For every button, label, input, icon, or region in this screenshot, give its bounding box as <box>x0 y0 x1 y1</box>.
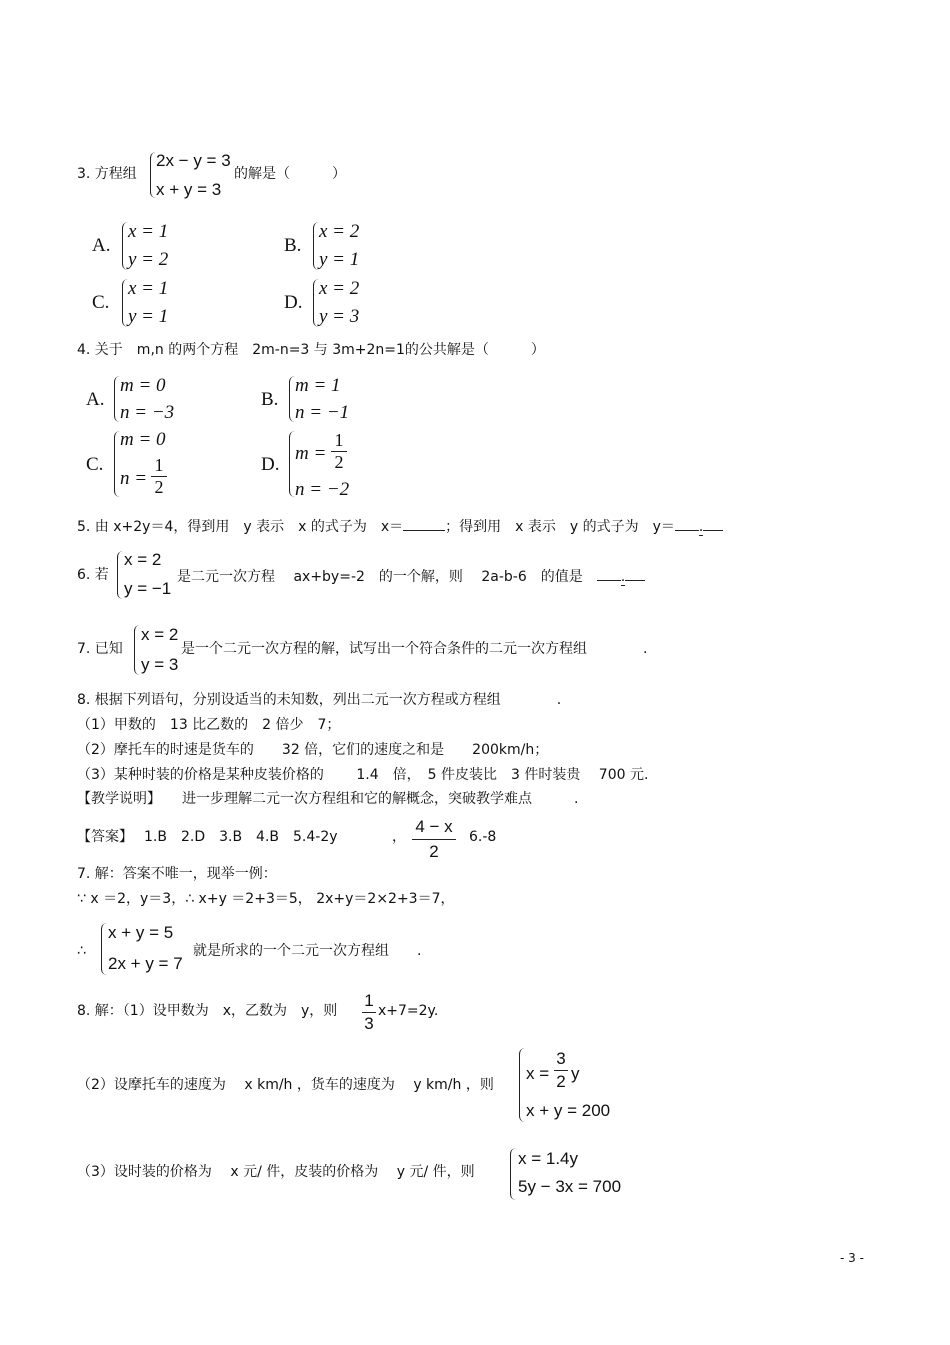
q3-opt-a-letter: A. <box>92 235 111 256</box>
q7-tail: 是一个二元一次方程的解，试写出一个符合条件的二元一次方程组 . <box>181 641 648 657</box>
q3-opt-a-l1: x = 1 <box>128 221 169 242</box>
sol8-p1-label: 8. 解：（1）设甲数为 x，乙数为 y，则 <box>77 1003 338 1019</box>
q3-opt-b-l1: x = 2 <box>319 221 360 242</box>
sol7-brace <box>101 923 108 975</box>
q8-part3: （3）某种时装的价格是某种皮装价格的 1.4 倍， 5 件皮装比 3 件时装贵 700 元. <box>77 767 649 783</box>
q5-text2: ；得到用 x 表示 y 的式子为 y＝ <box>445 519 675 535</box>
answer-items: 1.B 2.D 3.B 4.B 5.4-2y <box>144 829 338 845</box>
q7-l2: y = 3 <box>141 655 179 674</box>
q4-opt-d-num: 1 <box>331 430 347 452</box>
answer-label: 【答案】 <box>77 829 133 845</box>
q3-opt-c-letter: C. <box>92 292 110 313</box>
answer-frac-num: 4 − x <box>412 815 456 840</box>
q8-part2: （2）摩托车的时速是货车的 32 倍，它们的速度之和是 200km/h； <box>77 742 549 758</box>
sol8-p2-brace <box>519 1048 526 1122</box>
answer-fraction <box>412 815 456 864</box>
q3-label: 3. 方程组 <box>77 166 137 182</box>
sol8-p3-brace <box>510 1148 517 1200</box>
q3-tail: 的解是（ ） <box>234 166 346 182</box>
answer-frac-den: 2 <box>429 842 439 861</box>
sol7-tail: 就是所求的一个二元一次方程组 . <box>193 943 422 959</box>
q3-eq1: 2x − y = 3 <box>156 151 231 170</box>
answer-comma: ， <box>392 829 406 845</box>
q3-opt-d-l2: y = 3 <box>319 306 360 327</box>
q4-opt-c-num: 1 <box>151 455 167 477</box>
q5-line <box>77 516 723 536</box>
sol8-p2-l1a: x = <box>526 1064 550 1083</box>
sol8-p1-den: 3 <box>364 1014 374 1033</box>
q6-l1: x = 2 <box>124 550 162 569</box>
q6-brace <box>117 551 124 599</box>
q4-opt-c-l2a: n = <box>120 468 148 489</box>
teaching-note: 【教学说明】 进一步理解二元一次方程组和它的解概念，突破教学难点 . <box>77 791 579 807</box>
sol8-p1-tail: x+7=2y. <box>378 1003 439 1019</box>
q6-tail: 是二元一次方程 ax+by=-2 的一个解，则 2a-b-6 的值是 <box>177 569 583 585</box>
q4-opt-d-letter: D. <box>261 454 280 475</box>
q6-end: . <box>620 569 626 585</box>
q5-blank-2[interactable] <box>675 516 699 531</box>
q4-text: 4. 关于 m,n 的两个方程 2m-n=3 与 3m+2n=1的公共解是（ ） <box>77 342 545 358</box>
q8-part1: （1）甲数的 13 比乙数的 2 倍少 7； <box>77 717 341 733</box>
q7-brace <box>134 625 141 675</box>
q4-opt-a-l2: n = −3 <box>120 402 175 423</box>
q4-opt-a-l1: m = 0 <box>120 375 166 396</box>
q6-blank[interactable] <box>597 566 621 581</box>
sol8-p2-l2: x + y = 200 <box>526 1101 611 1120</box>
sol8-p2-fraction <box>554 1048 568 1093</box>
q4-opt-a-letter: A. <box>86 389 105 410</box>
q4-opt-d-l1a: m = <box>295 443 327 464</box>
q4-opt-b-letter: B. <box>261 389 279 410</box>
q4-opt-c-fraction <box>151 455 167 498</box>
sol8-p3-l1: x = 1.4y <box>518 1149 579 1168</box>
q8-title: 8. 根据下列语句，分别设适当的未知数，列出二元一次方程或方程组 . <box>77 692 562 708</box>
q3-opt-a-l2: y = 2 <box>128 249 169 270</box>
sol8-p2-den: 2 <box>556 1072 566 1091</box>
sol7-line1: 7. 解：答案不唯一，现举一例： <box>77 866 277 882</box>
q3-opt-d-letter: D. <box>284 292 303 313</box>
q4-opt-c-l1: m = 0 <box>120 429 166 450</box>
q4-opt-d-l2: n = −2 <box>295 479 350 500</box>
q4-opt-b-l1: m = 1 <box>295 375 341 396</box>
sol7-line2: ∵ x ＝2，y＝3，∴ x+y ＝2+3＝5， 2x+y＝2×2+3＝7， <box>77 891 455 907</box>
q3-opt-b-l2: y = 1 <box>319 249 360 270</box>
page-number: - 3 - <box>840 1251 864 1265</box>
sol8-p1-fraction <box>362 990 376 1035</box>
q6-l2: y = −1 <box>124 579 172 598</box>
q6-blank-tail[interactable] <box>625 566 645 581</box>
q4-opt-b-l2: n = −1 <box>295 402 350 423</box>
q3-opt-c-l2: y = 1 <box>128 306 169 327</box>
q3-opt-c-l1: x = 1 <box>128 278 169 299</box>
answer-tail: 6.-8 <box>469 829 497 845</box>
q3-opt-d-l1: x = 2 <box>319 278 360 299</box>
q5-text3: . <box>698 519 704 535</box>
q7-label: 7. 已知 <box>77 641 123 657</box>
q6-line <box>177 566 645 586</box>
sol8-p3-l2: 5y − 3x = 700 <box>518 1177 622 1196</box>
q5-text1: 5. 由 x+2y＝4，得到用 y 表示 x 的式子为 x＝ <box>77 519 404 535</box>
q6-label: 6. 若 <box>77 567 109 583</box>
sol8-p2-l1b: y <box>571 1064 580 1083</box>
q4-opt-c-letter: C. <box>86 454 104 475</box>
sol8-p2-label: （2）设摩托车的速度为 x km/h ，货车的速度为 y km/h ，则 <box>77 1077 494 1093</box>
q5-blank-1[interactable] <box>403 516 445 531</box>
sol8-p3-label: （3）设时装的价格为 x 元/ 件，皮装的价格为 y 元/ 件，则 <box>77 1164 475 1180</box>
sol7-l2: 2x + y = 7 <box>108 954 183 973</box>
sol7-therefore: ∴ <box>77 943 86 959</box>
q7-l1: x = 2 <box>141 625 179 644</box>
q3-opt-b-letter: B. <box>284 235 302 256</box>
q5-blank-3[interactable] <box>703 516 723 531</box>
sol8-p1-num: 1 <box>362 990 376 1013</box>
sol8-p2-num: 3 <box>554 1048 568 1071</box>
q3-eq2: x + y = 3 <box>156 180 222 199</box>
q4-opt-c-den: 2 <box>154 477 164 497</box>
sol7-l1: x + y = 5 <box>108 923 174 942</box>
q4-opt-d-den: 2 <box>334 452 344 472</box>
q4-opt-d-fraction <box>331 430 347 473</box>
